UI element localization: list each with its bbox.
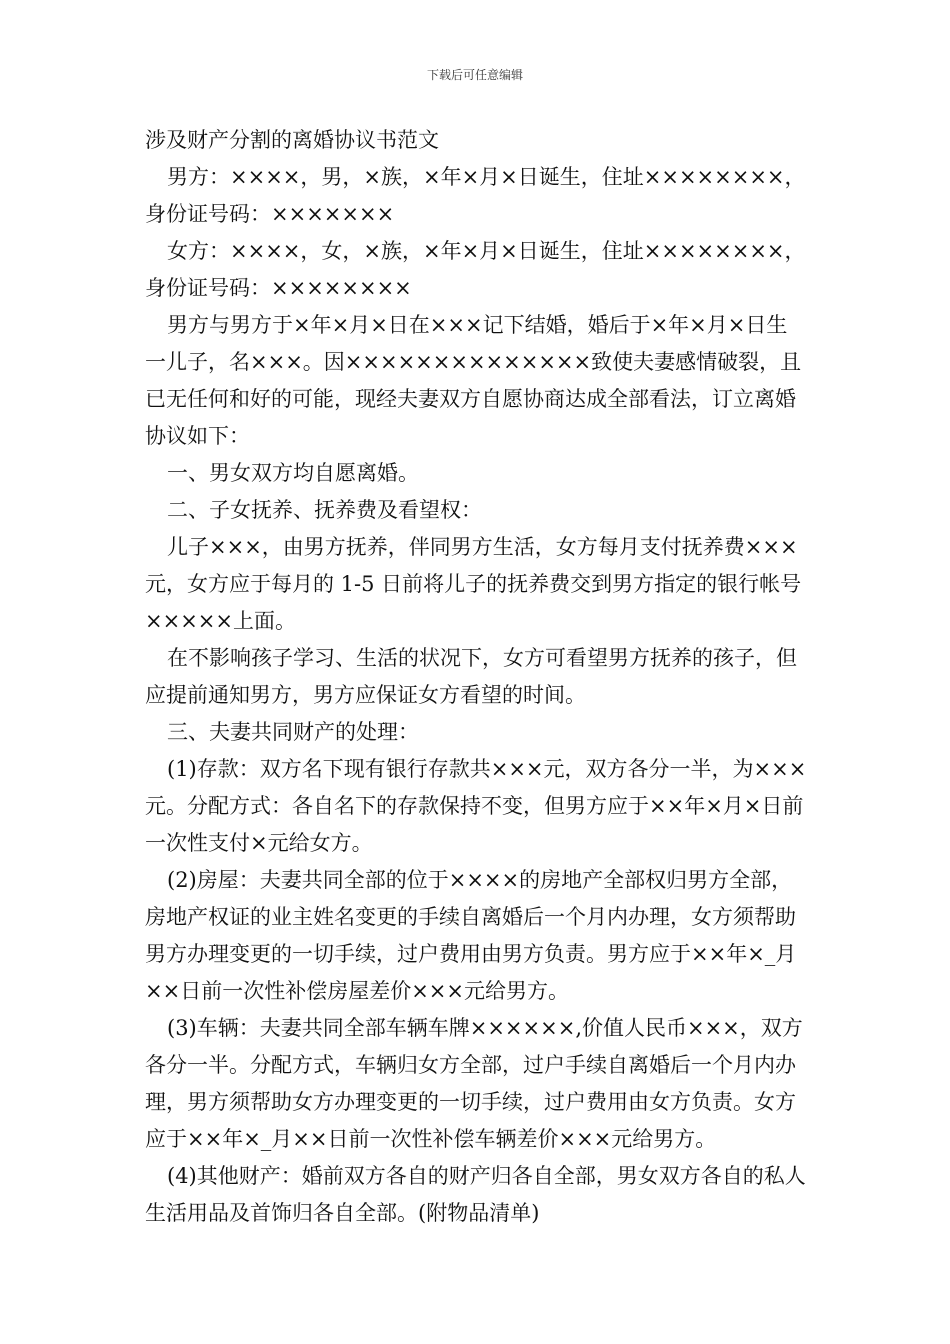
clause-3-other-property: (4)其他财产：婚前双方各自的财产归各自全部，男女双方各自的私人生活用品及首饰归各自全部。(附物品清单)	[145, 1164, 806, 1225]
paragraph-marriage-background: 男方与男方于×年×月×日在×××记下结婚，婚后于×年×月×日生一儿子，名×××。因××××××××××××××致使夫妻感情破裂，且已无任何和好的可能，现经夫妻双方自愿协商达成全部看法，订立离婚协议如下：	[145, 313, 802, 448]
paragraph-male-party: 男方：××××，男，×族，×年×月×日诞生，住址××××××××，身份证号码：×××××××	[145, 165, 806, 226]
clause-1-divorce: 一、男女双方均自愿离婚。	[167, 461, 419, 485]
clause-3-house: (2)房屋：夫妻共同全部的位于××××的房地产全部权归男方全部，房地产权证的业主姓名变更的手续自离婚后一个月内办理，女方须帮助男方办理变更的一切手续，过户费用由男方负责。男方应于××年×_月××日前一次性补偿房屋差价×××元给男方。	[145, 868, 797, 1003]
document-title: 涉及财产分割的离婚协议书范文	[145, 128, 439, 152]
paragraph-female-party: 女方：××××，女，×族，×年×月×日诞生，住址××××××××，身份证号码：××××××××	[145, 239, 806, 300]
clause-3-deposits: (1)存款：双方名下现有银行存款共×××元，双方各分一半，为×××元。分配方式：各自名下的存款保持不变，但男方应于××年×月×日前一次性支付×元给女方。	[145, 757, 807, 855]
clause-3-heading: 三、夫妻共同财产的处理：	[167, 720, 419, 744]
document-body	[145, 122, 807, 1232]
page-header-note: 下载后可任意编辑	[426, 68, 523, 82]
clause-2-visitation: 在不影响孩子学习、生活的状况下，女方可看望男方抚养的孩子，但应提前通知男方，男方应保证女方看望的时间。	[145, 646, 797, 707]
clause-3-vehicle: (3)车辆：夫妻共同全部车辆车牌××××××,价值人民币×××，双方各分一半。分配方式，车辆归女方全部，过户手续自离婚后一个月内办理，男方须帮助女方办理变更的一切手续，过户费用由女方负责。女方应于××年×_月××日前一次性补偿车辆差价×××元给男方。	[145, 1016, 803, 1151]
clause-2-heading: 二、子女抚养、抚养费及看望权：	[167, 498, 482, 522]
clause-2-child-support: 儿子×××，由男方抚养，伴同男方生活，女方每月支付抚养费×××元，女方应于每月的 1-5 日前将儿子的抚养费交到男方指定的银行帐号×××××上面。	[145, 535, 802, 633]
